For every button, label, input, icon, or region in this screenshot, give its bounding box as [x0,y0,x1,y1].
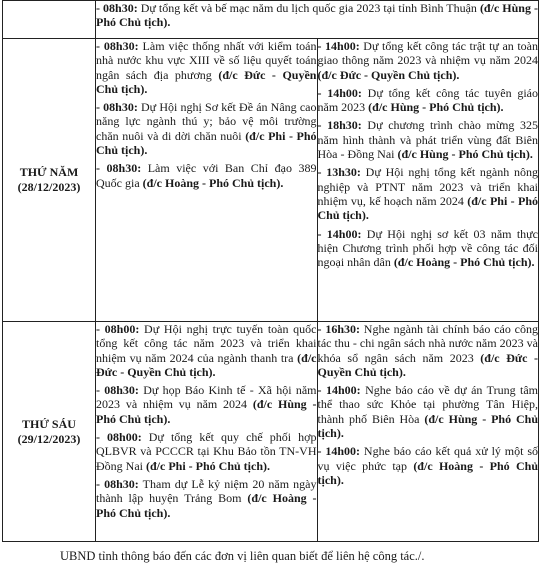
entry-text: Dự Hội nghị Sơ kết Đề án Nâng cao năng lực ngành thú y; bảo vệ môi trường chăn nuôi và di dời chăn nuôi [96,100,317,143]
entry-text: Làm việc với Ban Chỉ đạo 389 Quốc gia [96,161,317,190]
schedule-table [2,0,539,542]
entry-time: - 14h00: [317,444,361,459]
entry-text: Dự tổng kết và bế mạc năm du lịch quốc gia 2023 tại tỉnh Bình Thuận [137,1,480,15]
day-cell-empty [3,1,96,39]
schedule-row-previous [3,1,539,39]
entry-time: - 08h30: [96,383,139,398]
entry-owner: (đ/c Phi - Phó Chủ tịch). [146,458,271,473]
entry-owner: (đ/c Đức - Quyền Chủ tịch). [317,350,538,379]
entry-text: Tham dự Lễ kỷ niệm 20 năm ngày thành lập huyện Trảng Bom [96,476,317,506]
afternoon-cell-friday [317,322,539,542]
entry-owner: (đ/c Đức - Quyền Chủ tịch). [96,350,317,379]
entry-time: - 08h30: [96,39,139,53]
entry-owner: (đ/c Phi - Phó Chủ tịch). [96,128,317,158]
morning-cell-thursday [96,39,318,322]
entry-time: - 14h00: [317,383,361,398]
entry-owner: (đ/c Hùng - Phó Chủ tịch). [368,100,504,115]
schedule-row-friday [3,322,539,542]
entry-owner: (đ/c Hoàng - Phó Chủ tịch). [142,175,284,190]
day-date: (28/12/2023) [17,180,81,194]
entry-text: Nghe báo cáo kết quả xử lý một số vụ việc phức tạp [317,444,538,473]
schedule-entry [318,227,539,270]
entry-time: - 14h00: [317,85,362,100]
entry-text: Dự tổng kết công tác tuyên giáo năm 2023 [317,85,538,115]
schedule-entry [96,430,317,473]
entry-time: - 08h30: [96,100,138,115]
entry-text: Nghe báo cáo về dự án Trung tâm thể thao sức Khỏe tại phường Tân Hiệp, thành phố Biên Hòa [317,383,539,426]
entry-text: Dự Hội nghị sơ kết 03 năm thực hiện Chương trình phối hợp về công tác đối ngoại nhân dân [317,226,538,270]
entry-text: Nghe ngành tài chính báo cáo công tác thu - chi ngân sách nhà nước năm 2023 và khóa sổ ngân sách năm 2023 [317,322,538,365]
schedule-entry [318,165,539,222]
entry-owner: (đ/c Hoàng - Phó Chủ tịch). [393,255,535,270]
day-label: THỨ SÁU [22,416,76,431]
schedule-entry [318,444,539,487]
entry-time: - 08h00: [96,430,142,445]
afternoon-cell-thursday [317,39,539,322]
schedule-row-thursday [3,39,539,322]
entry-time: - 16h30: [317,322,360,336]
day-date: (29/12/2023) [17,431,81,446]
entry-text: Làm việc thống nhất với kiểm toán nhà nước khu vực XIII về số liệu quyết toán ngân sách địa phương [96,39,317,82]
schedule-entry [96,383,317,426]
entry-owner: (đ/c Đức - Quyền Chủ tịch). [96,67,317,96]
footer-notice: UBND tỉnh thông báo đến các đơn vị liên quan biết để liên hệ công tác./. [60,549,425,563]
schedule-entry [96,477,317,520]
schedule-entry [318,322,539,379]
entry-owner: (đ/c Hoàng - Phó Chủ tịch). [96,491,317,520]
entry-time: - 08h30: [96,1,138,15]
entry-time: - 13h30: [317,165,361,180]
schedule-entry [318,383,539,440]
day-cell-thursday [3,39,96,322]
entry-owner: (đ/c Hùng - Phó Chủ tịch). [96,397,317,426]
entry-owner: (đ/c Hoàng - Phó Chủ tịch). [317,458,538,487]
top-row-content [96,1,539,39]
entry-text: Dự Hội nghị trực tuyến toàn quốc tổng kết công tác năm 2023 và triển khai nhiệm vụ năm 2024 của ngành thanh tra [96,322,317,365]
schedule-entry [96,1,538,30]
entry-time: - 18h30: [317,118,362,133]
schedule-entry [96,161,317,190]
entry-time: - 08h30: [96,476,139,491]
entry-time: - 14h00: [317,226,362,241]
entry-owner: (đ/c Phi - Phó Chủ tịch). [317,193,538,223]
morning-cell-friday [96,322,318,542]
entry-time: - 08h00: [96,322,140,336]
entry-owner: (đ/c Hùng - Phó Chủ tịch). [96,1,538,30]
entry-owner: (đ/c Đức - Quyền Chủ tịch). [317,67,460,82]
entry-text: Dự chương trình chào mừng 325 năm hình thành và phát triển vùng đất Biên Hòa - Đồng Nai [317,118,539,162]
schedule-entry [96,39,317,96]
schedule-entry [318,39,539,82]
schedule-entry [96,322,317,379]
entry-text: Dự tổng kết quy chế phối hợp QLBVR và PCCCR tại Khu Bảo tồn TN-VH Đồng Nai [96,430,317,473]
day-cell-friday [3,322,96,542]
entry-text: Dự họp Báo Kinh tế - Xã hội năm 2023 và nhiệm vụ năm 2024 [96,383,317,412]
entry-time: - 14h00: [317,39,360,53]
schedule-entry [318,118,539,161]
entry-text: Dự Hội nghị tổng kết ngành nông nghiệp và PTNT năm 2023 và triển khai nhiệm vụ, kế hoạch năm 2024 [317,165,538,208]
entry-text: Dự tổng kết công tác trật tự an toàn giao thông năm 2023 và nhiệm vụ năm 2024 [317,39,539,68]
entry-time: - 08h30: [96,161,142,176]
schedule-entry [96,100,317,157]
entry-owner: (đ/c Hùng - Phó Chủ tịch). [397,147,533,162]
entry-owner: (đ/c Hùng - Phó Chủ tịch). [317,411,538,441]
schedule-entry [318,86,539,115]
day-label: THỨ NĂM [19,165,79,179]
